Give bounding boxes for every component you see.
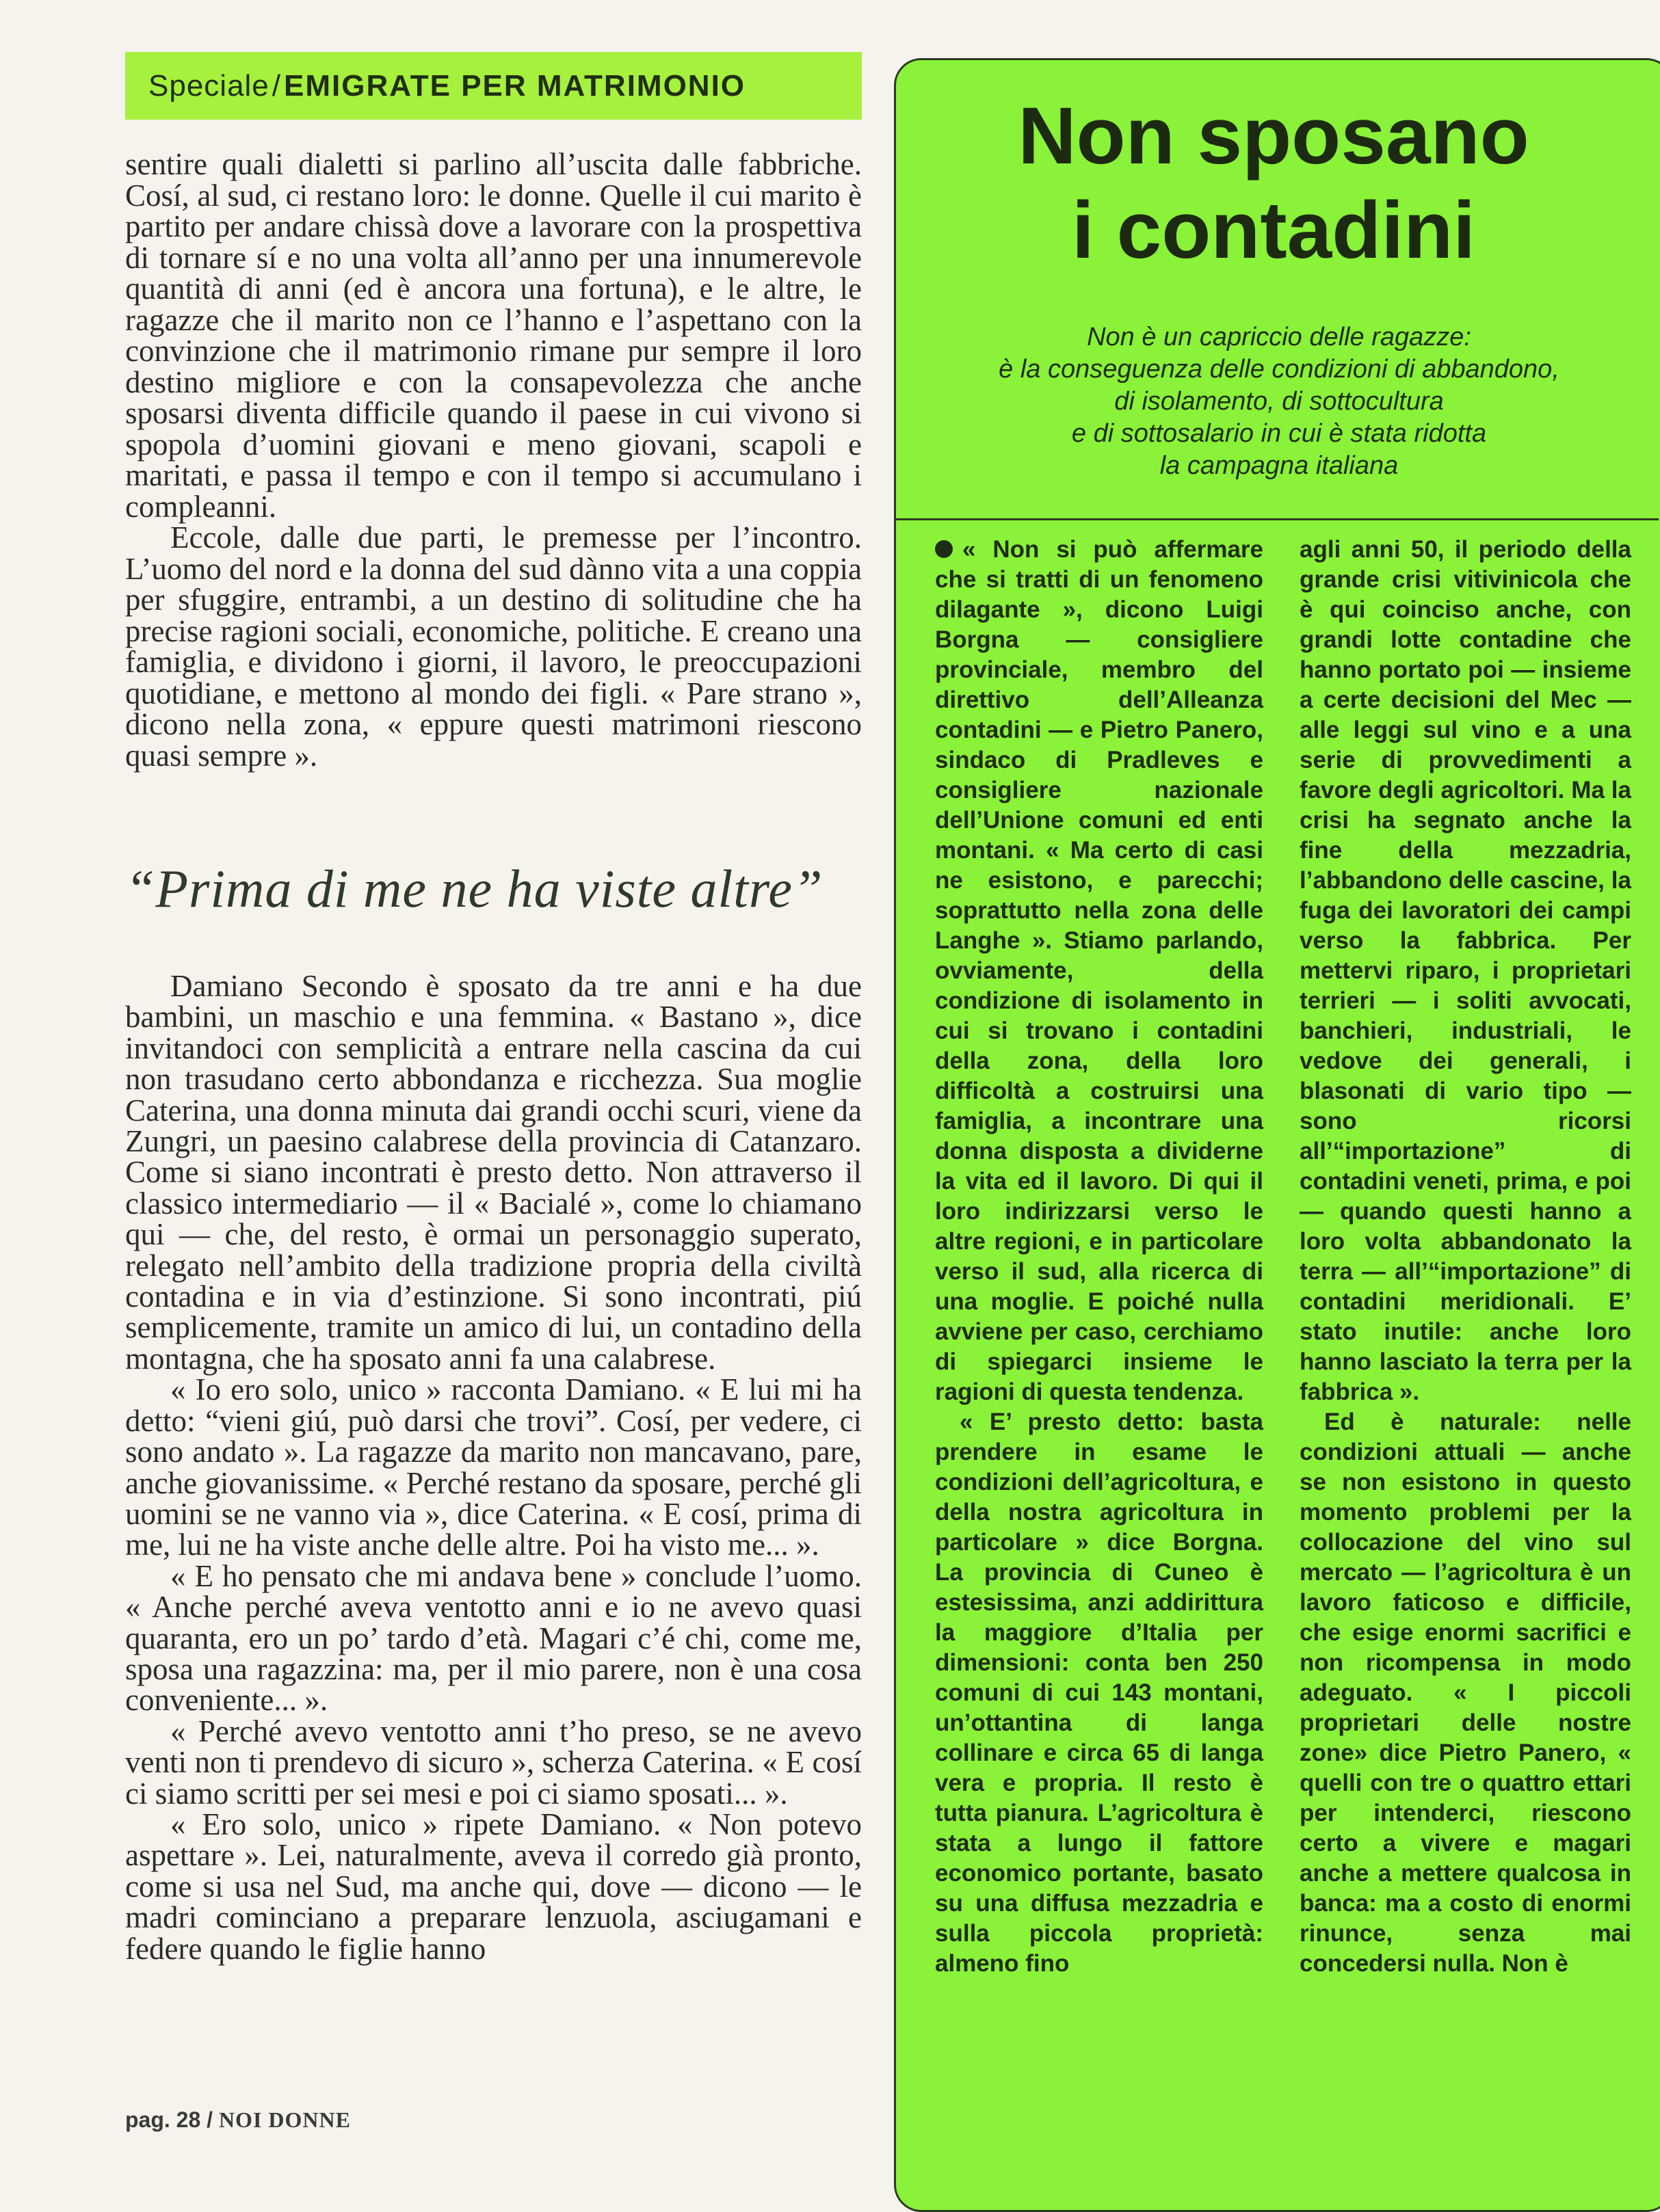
panel-column-2 [1300, 535, 1631, 1979]
deck-line: e di sottosalario in cui è stata ridotta [1071, 419, 1487, 448]
paragraph: Damiano Secondo è sposato da tre anni e ha due bambini, un maschio e una femmina. « Bastano », dice invitandoci con semplicità a entrare nella cascina da cui non trasudano certo abbondanza e ricchezza. Sua moglie Caterina, una donna minuta dai grandi occhi scuri, viene da Zungri, un paesino calabrese della provincia di Catanzaro. Come si siano incontrati è presto detto. Non attraverso il classico intermediario — il « Bacialé », come lo chiamano qui — che, del resto, è ormai un personaggio superato, relegato nell’ambito della tradizione propria della civiltà contadina e in via d’estinzione. Si sono incontrati, piú semplicemente, tramite un amico di lui, un contadino della montagna, che ha sposato anni fa una calabrese. [125, 969, 862, 1376]
section-separator: / [272, 68, 282, 103]
article-subheading: “Prima di me ne ha viste altre” [125, 859, 824, 918]
section-topic: EMIGRATE PER MATRIMONIO [284, 68, 746, 103]
magazine-name: NOI DONNE [218, 2107, 351, 2132]
section-label: Speciale [148, 68, 269, 103]
paragraph: Ed è naturale: nelle condizioni attuali — anche se non esistono in questo momento problemi per la collocazione del vino sul mercato — l’agricoltura è un lavoro faticoso e difficile, che esige enormi sacrifici e non ricompensa in modo adeguato. « I piccoli proprietari delle nostre zone» dice Pietro Panero, « quelli con tre o quattro ettari per intenderci, riescono certo a vivere e magari anche a mettere qualcosa in banca: ma a costo di enormi rinunce, senza mai concedersi nulla. Non è [1300, 1409, 1631, 1977]
paragraph: « E’ presto detto: basta prendere in esame le condizioni dell’agricoltura, e della nostra agricoltura in particolare » dice Borgna. La provincia di Cuneo è estesissima, anzi addirittura la maggiore d’Italia per dimensioni: conta ben 250 comuni di cui 143 montani, un’ottantina di langa collinare e circa 65 di langa vera e propria. Il resto è tutta pianura. L’agricoltura è stata a lungo il fattore economico portante, basato su una diffusa mezzadria e sulla piccola proprietà: almeno fino [935, 1409, 1263, 1977]
paragraph: « Non si può affermare che si tratti di un fenomeno dilagante », dicono Luigi Borgna — consigliere provinciale, membro del direttivo dell’Alleanza contadini — e Pietro Panero, sindaco di Pradleves e consigliere nazionale dell’Unione comuni ed enti montani. « Ma certo di casi ne esistono, e parecchi; soprattutto nella zona delle Langhe ». Stiamo parlando, ovviamente, della condizione di isolamento in cui si trovano i contadini della zona, della loro difficoltà a costruirsi una famiglia, a incontrare una donna disposta a dividerne la vita ed il lavoro. Di qui il loro indirizzarsi verso le altre regioni, e in particolare verso il sud, alla ricerca di una moglie. E poiché nulla avviene per caso, cerchiamo di spiegarci insieme le ragioni di questa tendenza. [935, 536, 1263, 1405]
paragraph: « Ero solo, unico » ripete Damiano. « Non potevo aspettare ». Lei, naturalmente, aveva il corredo già pronto, come si usa nel Sud, ma anche qui, dove — dicono — le madri cominciano a preparare lenzuola, asciugamani e federe quando le figlie hanno [125, 1807, 862, 1966]
deck-line: Non è un capriccio delle ragazze: [1087, 323, 1471, 351]
paragraph: « E ho pensato che mi andava bene » conclude l’uomo. « Anche perché aveva ventotto anni e io ne avevo quasi quaranta, ero un po’ tardo d’età. Magari c’é chi, come me, sposa una ragazzina: ma, per il mio parere, non è una cosa conveniente... ». [125, 1558, 862, 1718]
bullet-icon [935, 540, 953, 558]
panel-deck [958, 321, 1600, 482]
page-footer [125, 2107, 351, 2133]
deck-line: la campagna italiana [1159, 451, 1399, 480]
page-number: pag. 28 [125, 2107, 201, 2132]
paragraph: agli anni 50, il periodo della grande crisi vitivinicola che è qui coinciso anche, con grandi lotte contadine che hanno portato poi — insieme a certe decisioni del Mec — alle leggi sul vino e a una serie di provvedimenti a favore degli agricoltori. Ma la crisi ha segnato anche la fine della mezzadria, l’abbandono delle cascine, la fuga dei lavoratori dei campi verso la fabbrica. Per mettervi riparo, i proprietari terrieri — i soliti avvocati, banchieri, industriali, le vedove dei generali, i blasonati di vario tipo — sono ricorsi all’“importazione” di contadini veneti, prima, e poi — quando questi hanno a loro volta abbandonato la terra — all’“importazione” di contadini meridionali. E’ stato inutile: anche loro hanno lasciato la terra per la fabbrica ». [1300, 536, 1631, 1405]
deck-line: è la conseguenza delle condizioni di abbandono, [999, 355, 1559, 384]
paragraph: « Perché avevo ventotto anni t’ho preso, se ne avevo venti non ti prendevo di sicuro », scherza Caterina. « E cosí ci siamo scritti per sei mesi e poi ci siamo sposati... ». [125, 1714, 862, 1811]
panel-title [894, 89, 1653, 278]
section-header [125, 52, 862, 120]
paragraph: « Io ero solo, unico » racconta Damiano. « E lui mi ha detto: “vieni giú, può darsi che trovi”. Cosí, per vedere, ci sono andato ». La ragazze da marito non mancavano, pare, anche giovanissime. « Perché restano da sposare, perché gli uomini se ne vanno via », dice Caterina. « E cosí, prima di me, lui ne ha viste anche delle altre. Poi ha visto me... ». [125, 1372, 862, 1562]
paragraph: Eccole, dalle due parti, le premesse per l’incontro. L’uomo del nord e la donna del sud dànno vita a una coppia per sfuggire, entrambi, a un destino di solitudine che ha precise ragioni sociali, economiche, politiche. E creano una famiglia, e dividono i giorni, il lavoro, le preoccupazioni quotidiane, e mettono al mondo dei figli. « Pare strano », dicono nella zona, « eppure questi matrimoni riescono quasi sempre ». [125, 520, 862, 773]
panel-column-1 [935, 535, 1263, 1979]
deck-line: di isolamento, di sottocultura [1114, 387, 1444, 416]
panel-divider [894, 518, 1659, 520]
footer-separator: / [207, 2107, 213, 2132]
left-column-top [125, 149, 862, 771]
panel-title-line: Non sposano [1018, 91, 1529, 181]
left-column-bottom [125, 971, 862, 1964]
paragraph: sentire quali dialetti si parlino all’uscita dalle fabbriche. Cosí, al sud, ci restano loro: le donne. Quelle il cui marito è partito per andare chissà dove a lavorare con la prospettiva di tornare sí e no una volta all’anno per una innumerevole quantità di anni (ed è ancora una fortuna), e le altre, le ragazze che il marito non ce l’hanno e l’aspettano con la convinzione che il matrimonio rimane pur sempre il loro destino migliore e con la consapevolezza che anche sposarsi diventa difficile quando il paese in cui vivono si spopola d’uomini giovani e meno giovani, scapoli e maritati, e passa il tempo e con il tempo si accumulano i compleanni. [125, 147, 862, 524]
panel-title-line: i contadini [1072, 185, 1475, 276]
